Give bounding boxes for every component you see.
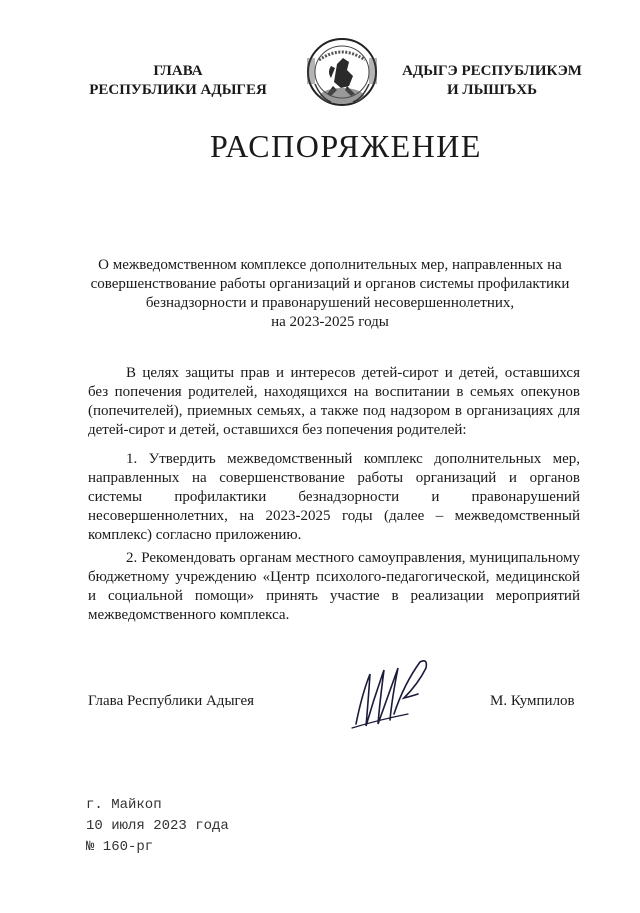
clause-1-paragraph: 1. Утвердить межведомственный комплекс дополнительных мер, направленных на совершенствование работы организаций и органов системы профилактики безнадзорности и правонарушений несовершеннолетних, на 2023-2025 годы (далее – межведомственный комплекс) согласно приложению.: [88, 451, 580, 543]
preamble-paragraph: В целях защиты прав и интересов детей-сирот и детей, оставшихся без попечения родителей, находящихся на воспитании в семьях опекунов (попечителей), приемных семьях, а также под надзором в организациях для детей-сирот и детей, оставшихся без попечения родителей:: [88, 365, 580, 438]
header-left-line1: ГЛАВА: [153, 63, 203, 79]
subject-line: безнадзорности и правонарушений несовершеннолетних,: [145, 295, 515, 311]
subject-line: О межведомственном комплексе дополнительных мер, направленных на: [98, 257, 562, 273]
header-right-line1: АДЫГЭ РЕСПУБЛИКЭМ: [402, 63, 582, 79]
document-title: РАСПОРЯЖЕНИЕ: [210, 128, 482, 164]
subject-line: на 2023-2025 годы: [271, 314, 389, 330]
footer-city: г. Майкоп: [86, 797, 162, 813]
handwritten-signature-icon: [348, 654, 438, 734]
subject-line: совершенствование работы организаций и органов системы профилактики: [90, 276, 570, 292]
republic-coat-of-arms-icon: [301, 36, 383, 114]
header-left: [88, 62, 268, 100]
clause-2-paragraph: 2. Рекомендовать органам местного самоуправления, муниципальному бюджетному учреждению «Центр психолого-педагогической, медицинской и социальной помощи» принять участие в реализации мероприятий межведомственного комплекса.: [88, 550, 580, 623]
header-right-line2: И ЛЫШЪХЬ: [446, 82, 538, 98]
signatory-name: М. Кумпилов: [490, 693, 575, 709]
footer-date: 10 июля 2023 года: [86, 818, 229, 834]
signatory-position: Глава Республики Адыгея: [88, 693, 255, 709]
footer-number: № 160-рг: [86, 839, 154, 855]
document-subject: [80, 256, 580, 332]
document-footer: [86, 795, 229, 858]
header-right: [396, 62, 588, 100]
header-left-line2: РЕСПУБЛИКИ АДЫГЕЯ: [89, 82, 267, 98]
